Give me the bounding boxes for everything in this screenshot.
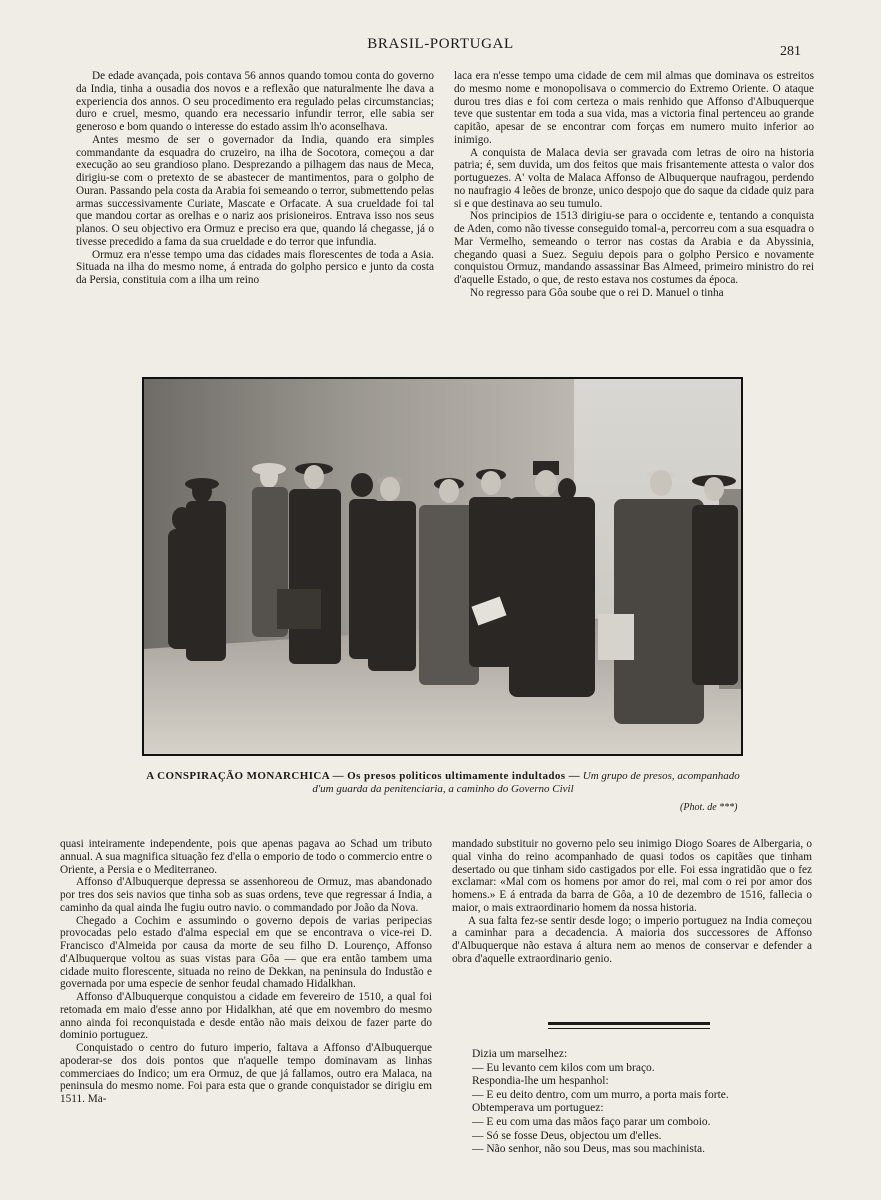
bottom-right-column — [452, 838, 812, 966]
paragraph: laca era n'esse tempo uma cidade de cem mil almas que dominava os estreitos do mesmo nome e monopolisava o commercio do Extremo Oriente. O ataque durou tres dias e foi com certeza o mais renhido que Affonso d'Albuquerque teve que sustentar em toda a sua vida, mas a victoria final pertenceu ao grande capitão, apesar de se encontrar com forças em numero muito inferior ao inimigo. — [454, 70, 814, 146]
anecdote — [472, 1048, 802, 1157]
paragraph: Ormuz era n'esse tempo uma das cidades mais florescentes de toda a Asia. Situada na ilha do mesmo nome, á entrada do golpho persico e junto da costa da Persia, constituia com a ilha um reino — [76, 248, 434, 286]
dialog-line: — Não senhor, não sou Deus, mas sou machinista. — [472, 1143, 706, 1156]
top-left-column — [76, 70, 434, 287]
paragraph: A conquista de Malaca devia ser gravada com letras de oiro na historia patria; é, sem duvida, um dos feitos que mais frisantemente attesta o valor dos portuguezes. A' volta de Malaca Affonso de Albuquerque naufragou, perdendo no naufragio 4 leões de bronze, unico despojo que do saque da cidade quiz para si e que destinava ao seu tumulo. — [454, 146, 814, 210]
dialog-line: Obtemperava um portuguez: — [472, 1102, 604, 1115]
paragraph: Antes mesmo de ser o governador da India, quando era simples commandante da esquadra do cruzeiro, na ilha de Socotora, começou a dar execução ao seu grandioso plano. Desprezando a pilhagem das naus de Meca, dirigiu-se com o pretexto de se abastecer de mantimentos, para o golpho de Ouran. Passando pela costa da Arabia foi semeando o terror, submettendo pelas armas successivamente Curiate, Mascate e Orfacate. A sua crueldade foi tal que mandou cortar as orelhas e o nariz aos prisioneiros. Entrava isso nos seus planos. O seu objectivo era Ormuz e preciso era que, quando lá chegasse, já o tivesse precedido a fama da sua crueldade e do terror que infundia. — [76, 133, 434, 248]
top-right-column — [454, 70, 814, 300]
dialog-line: — E eu com uma das mãos faço parar um comboio. — [472, 1115, 711, 1128]
dialog-line: Respondia-lhe um hespanhol: — [472, 1075, 609, 1088]
photo-caption — [140, 770, 746, 796]
caption-lead: A CONSPIRAÇÃO MONARCHICA — Os presos politicos ultimamente indultados — — [146, 770, 580, 782]
dialog-line: — Só se fosse Deus, objectou um d'elles. — [472, 1129, 662, 1142]
paragraph: A sua falta fez-se sentir desde logo; o imperio portuguez na India começou a caminhar para a decadencia. A maioria dos successores de Affonso d'Albuquerque não estava á altura nem ao menos de conservar e defender a obra d'aquelle extraordinario genio. — [452, 914, 812, 965]
caption-description: Um grupo de presos, acompanhado d'um guarda da penitenciaria, a caminho do Governo Civil — [312, 770, 740, 795]
paragraph: mandado substituir no governo pelo seu inimigo Diogo Soares de Albergaria, o qual vinha do reino acompanhado de quasi todos os capitães que tinham desertado ou que tinham sido castigados por elle. Foi essa ingratidão que o fez exclamar: «Mal com os homens por amor do rei, mal com o rei por amor dos homens.» E á entrada da barra de Gôa, a 10 de dezembro de 1516, fallecia o maior, o mais extraordinario homem da nossa historia. — [452, 838, 812, 914]
paragraph: Conquistado o centro do futuro imperio, faltava a Affonso d'Albuquerque apoderar-se dos dois pontos que n'aquelle tempo dominavam as linhas commerciaes do Indico; um era Ormuz, de que já fallamos, outro era Malaca, na peninsula do mesmo nome. Foi para esta que o grande conquistador se dirigiu em 1511. Ma- — [60, 1042, 432, 1105]
paragraph: No regresso para Gôa soube que o rei D. Manuel o tinha — [470, 286, 724, 299]
news-photograph — [142, 377, 743, 756]
bottom-left-column — [60, 838, 432, 1106]
running-header: BRASIL-PORTUGAL — [367, 36, 514, 52]
dialog-line: Dizia um marselhez: — [472, 1048, 568, 1060]
paragraph: quasi inteiramente independente, pois que apenas pagava ao Schad um tributo annual. A sua magnifica situação fez d'ella o emporio de todo o commercio entre o Oriente, a Persia e o Mediterraneo. — [60, 838, 432, 876]
paragraph: Chegado a Cochim e assumindo o governo depois de varias peripecias provocadas pelo estado d'alma especial em que se encontrava o vice-rei D. Francisco d'Almeida por causa da morte de seu filho D. Lourenço, Affonso d'Albuquerque voltou as suas vistas para Gôa — que era então tambem uma cidade muito florescente, situada no reino de Dekkan, na peninsula do Industão e governada por uma especie de senhor feudal chamado Hidalkhan. — [60, 914, 432, 991]
paragraph: Affonso d'Albuquerque depressa se assenhoreou de Ormuz, mas abandonado por tres dos seis navios que tinha sob as suas ordens, teve que regressar á India, a caminho da qual ainda lhe fugiu outro navio. o commandado por João da Nova. — [60, 876, 432, 914]
paragraph: Affonso d'Albuquerque conquistou a cidade em fevereiro de 1510, a qual foi retomada em maio d'esse anno por Hidalkhan, até que em novembro do mesmo anno ainda foi reconquistada e desde então não mais deixou de fazer parte do dominio portuguez. — [60, 991, 432, 1042]
paragraph: De edade avançada, pois contava 56 annos quando tomou conta do governo da India, tinha a ousadia dos novos e a reflexão que naturalmente lhe dava a experiencia dos annos. O seu procedimento era regulado pelas circumstancias; duro e cruel, mesmo, quando era necessario infundir terror, elle sabia ser generoso e bom quando o interesse do estado assim lh'o aconselhava. — [76, 70, 434, 133]
section-divider — [548, 1022, 710, 1025]
section-divider-thin — [548, 1028, 710, 1029]
dialog-line: — E eu deito dentro, com um murro, a porta mais forte. — [472, 1088, 729, 1101]
paragraph: Nos principios de 1513 dirigiu-se para o occidente e, tentando a conquista de Aden, como não tivesse conseguido tomal-a, percorreu com a sua esquadra o Mar Vermelho, semeando o terror nas costas da Arabia e da Abyssinia, chegando quasi a Suez. Seguiu depois para o golpho Persico e novamente conquistou Ormuz, mandando assassinar Bas Almeed, primeiro ministro do rei d'aquelle Estado, o que, de resto estava nos costumes da época. — [454, 210, 814, 286]
prisoners-group-photo — [144, 379, 741, 754]
page-number: 281 — [780, 44, 801, 59]
dialog-line: — Eu levanto cem kilos com um braço. — [472, 1061, 655, 1074]
photo-credit: (Phot. de ***) — [680, 802, 738, 813]
